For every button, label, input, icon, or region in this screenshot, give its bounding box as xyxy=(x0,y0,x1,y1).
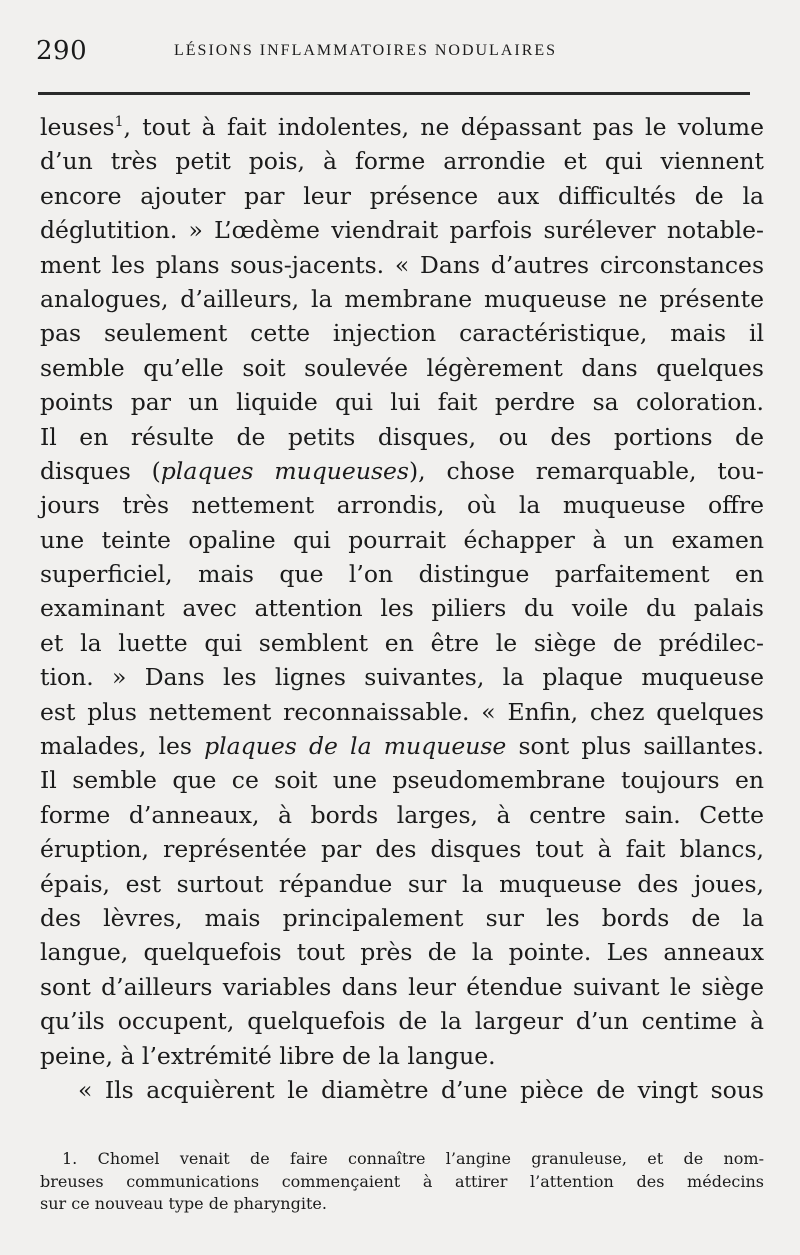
text-run: ), chose remarquable, tou- xyxy=(408,456,764,485)
text-line: Il semble que ce soit une pseudomembrane toujours en xyxy=(40,766,764,795)
text-run: leuses xyxy=(40,113,115,141)
body-text xyxy=(40,110,764,1107)
text-line: une teinte opaline qui pourrait échapper à un examen xyxy=(40,525,764,554)
running-header xyxy=(36,36,756,66)
text-line: forme d’anneaux, à bords larges, à centre sain. Cette xyxy=(40,800,764,829)
page-number: 290 xyxy=(36,36,88,66)
text-line: est plus nettement reconnaissable. « Enfin, chez quelques xyxy=(40,697,764,726)
text-line: et la luette qui semblent en être le siège de prédilec- xyxy=(40,628,764,657)
text-line: semble qu’elle soit soulevée légèrement dans quelques xyxy=(40,353,764,382)
text-line: ment les plans sous-jacents. « Dans d’autres circonstances xyxy=(40,250,764,279)
italic-term: plaques muqueuses xyxy=(160,456,409,485)
text-line: langue, quelquefois tout près de la pointe. Les anneaux xyxy=(40,938,764,967)
text-line xyxy=(40,729,764,763)
text-run: , tout à fait indolentes, ne dépassant pas le volume xyxy=(123,113,764,141)
text-line: pas seulement cette injection caractéristique, mais il xyxy=(40,319,764,348)
text-line: « Ils acquièrent le diamètre d’une pièce de vingt sous xyxy=(78,1075,764,1104)
text-line xyxy=(40,110,764,144)
text-line xyxy=(40,454,764,488)
text-line: éruption, représentée par des disques tout à fait blancs, xyxy=(40,835,764,864)
footnote-ref: 1 xyxy=(114,114,124,130)
text-run: malades, les xyxy=(40,732,205,761)
text-run: disques ( xyxy=(40,456,161,485)
text-line: épais, est surtout répandue sur la muqueuse des joues, xyxy=(40,869,764,898)
text-line: d’un très petit pois, à forme arrondie et qui viennent xyxy=(40,147,764,176)
footnote-line: sur ce nouveau type de pharyngite. xyxy=(40,1194,327,1213)
text-line: points par un liquide qui lui fait perdre sa coloration. xyxy=(40,388,764,417)
header-rule xyxy=(38,92,750,95)
italic-term: plaques de la muqueuse xyxy=(204,732,507,761)
text-line: jours très nettement arrondis, où la muqueuse offre xyxy=(40,491,764,520)
text-line: Il en résulte de petits disques, ou des portions de xyxy=(40,422,764,451)
footnote-line: breuses communications commençaient à attirer l’attention des médecins xyxy=(40,1171,764,1191)
text-line: superficiel, mais que l’on distingue parfaitement en xyxy=(40,560,764,589)
text-line: qu’ils occupent, quelquefois de la largeur d’un centime à xyxy=(40,1007,764,1036)
text-line: tion. » Dans les lignes suivantes, la plaque muqueuse xyxy=(40,663,764,692)
footnote xyxy=(40,1148,764,1216)
text-run: sont plus saillantes. xyxy=(506,732,764,761)
text-line: peine, à l’extrémité libre de la langue. xyxy=(40,1041,496,1070)
text-line: examinant avec attention les piliers du voile du palais xyxy=(40,594,764,623)
text-line: sont d’ailleurs variables dans leur étendue suivant le siège xyxy=(40,972,764,1001)
text-line: encore ajouter par leur présence aux difficultés de la xyxy=(40,181,764,210)
text-line: des lèvres, mais principalement sur les bords de la xyxy=(40,903,764,932)
running-title: LÉSIONS INFLAMMATOIRES NODULAIRES xyxy=(174,42,558,59)
footnote-line: 1. Chomel venait de faire connaître l’angine granuleuse, et de nom- xyxy=(62,1149,764,1168)
text-line: déglutition. » L’œdème viendrait parfois surélever notable- xyxy=(40,216,764,245)
text-line: analogues, d’ailleurs, la membrane muqueuse ne présente xyxy=(40,284,764,313)
